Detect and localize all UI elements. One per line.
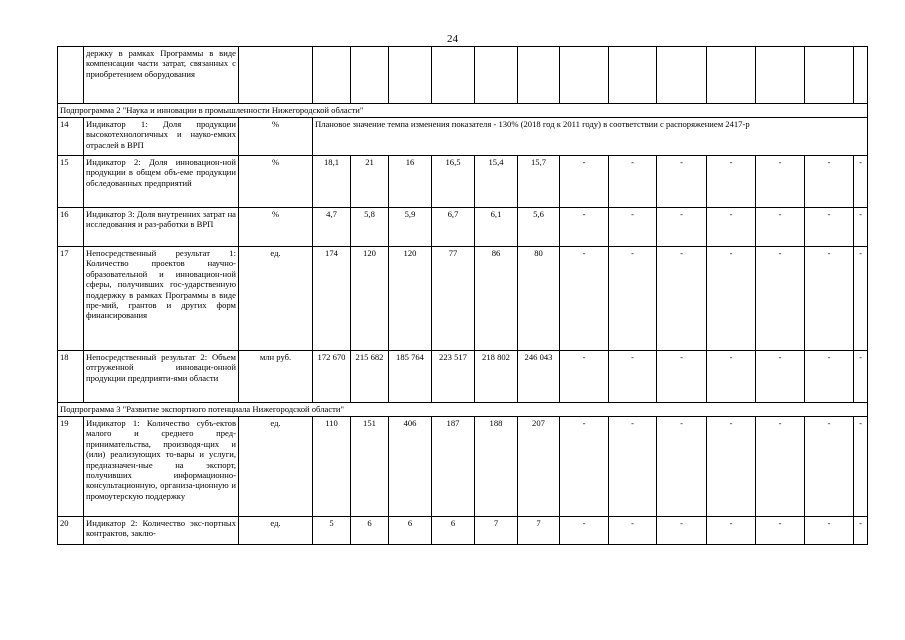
value-cell: 172 670 bbox=[313, 351, 351, 403]
value-cell bbox=[432, 47, 475, 104]
value-cell: - bbox=[707, 417, 756, 517]
unit-cell: ед. bbox=[239, 247, 313, 351]
value-cell: - bbox=[609, 417, 657, 517]
unit-cell: % bbox=[239, 156, 313, 208]
value-cell: 5,6 bbox=[518, 208, 560, 247]
value-cell: 21 bbox=[351, 156, 389, 208]
value-cell: - bbox=[854, 351, 868, 403]
value-cell: 185 764 bbox=[389, 351, 432, 403]
value-cell: 223 517 bbox=[432, 351, 475, 403]
value-cell: 246 043 bbox=[518, 351, 560, 403]
value-cell: - bbox=[657, 517, 707, 545]
unit-cell: % bbox=[239, 208, 313, 247]
value-cell: 218 802 bbox=[475, 351, 518, 403]
value-cell: 5,8 bbox=[351, 208, 389, 247]
value-cell: - bbox=[657, 156, 707, 208]
value-cell: - bbox=[805, 156, 854, 208]
table-row bbox=[58, 247, 868, 351]
value-cell bbox=[805, 47, 854, 104]
table-row bbox=[58, 47, 868, 104]
value-cell: 6,1 bbox=[475, 208, 518, 247]
value-cell: 151 bbox=[351, 417, 389, 517]
value-cell: - bbox=[609, 208, 657, 247]
value-cell: 6 bbox=[351, 517, 389, 545]
value-cell: 174 bbox=[313, 247, 351, 351]
value-cell: - bbox=[560, 247, 609, 351]
value-cell: - bbox=[707, 247, 756, 351]
value-cell: 6 bbox=[389, 517, 432, 545]
value-cell: 15,4 bbox=[475, 156, 518, 208]
value-cell: - bbox=[756, 351, 805, 403]
value-cell: 16 bbox=[389, 156, 432, 208]
value-cell: - bbox=[707, 351, 756, 403]
indicator-name: Индикатор 1: Доля продукции высокотехнологичных и науко-емких отраслей в ВРП bbox=[84, 118, 239, 156]
indicator-name: Непосредственный результат 1: Количество проектов научно-образовательной и инновацион-ной сферы, получивших гос-ударственную поддержку в рамках Программы в виде пре-мий, грантов и других форм финансирования bbox=[84, 247, 239, 351]
value-cell: 16,5 bbox=[432, 156, 475, 208]
value-cell: - bbox=[657, 417, 707, 517]
value-cell: - bbox=[805, 417, 854, 517]
value-cell: - bbox=[756, 247, 805, 351]
value-cell: 7 bbox=[518, 517, 560, 545]
value-cell: - bbox=[756, 156, 805, 208]
value-cell: - bbox=[657, 247, 707, 351]
table-row bbox=[58, 156, 868, 208]
indicator-name: Непосредственный результат 2: Объем отгруженной инноваци-онной продукции предприяти-ями области bbox=[84, 351, 239, 403]
table-row bbox=[58, 517, 868, 545]
subprogram-title: Подпрограмма 2 "Наука и инновации в промышленности Нижегородской области" bbox=[58, 104, 868, 118]
value-cell bbox=[756, 47, 805, 104]
value-cell bbox=[389, 47, 432, 104]
value-cell: - bbox=[609, 517, 657, 545]
value-cell bbox=[475, 47, 518, 104]
value-cell: - bbox=[805, 351, 854, 403]
value-cell: - bbox=[805, 208, 854, 247]
value-cell: - bbox=[805, 247, 854, 351]
row-number: 18 bbox=[58, 351, 84, 403]
value-cell: 18,1 bbox=[313, 156, 351, 208]
value-cell: - bbox=[560, 351, 609, 403]
value-cell bbox=[518, 47, 560, 104]
value-cell: 86 bbox=[475, 247, 518, 351]
table-row bbox=[58, 417, 868, 517]
unit-cell: ед. bbox=[239, 517, 313, 545]
value-cell bbox=[560, 47, 609, 104]
table-row bbox=[58, 351, 868, 403]
value-cell bbox=[313, 47, 351, 104]
subprogram-row bbox=[58, 104, 868, 118]
value-cell: 110 bbox=[313, 417, 351, 517]
row-number bbox=[58, 47, 84, 104]
value-cell bbox=[609, 47, 657, 104]
value-cell: - bbox=[609, 247, 657, 351]
row-number: 14 bbox=[58, 118, 84, 156]
indicator-name: Индикатор 3: Доля внутренних затрат на исследования и раз-работки в ВРП bbox=[84, 208, 239, 247]
value-cell: - bbox=[756, 417, 805, 517]
row-number: 17 bbox=[58, 247, 84, 351]
row-number: 15 bbox=[58, 156, 84, 208]
row-number: 16 bbox=[58, 208, 84, 247]
value-cell: 120 bbox=[351, 247, 389, 351]
value-cell: 188 bbox=[475, 417, 518, 517]
value-cell: 215 682 bbox=[351, 351, 389, 403]
value-cell: - bbox=[609, 156, 657, 208]
table-row bbox=[58, 118, 868, 156]
subprogram-row bbox=[58, 403, 868, 417]
unit-cell: млн руб. bbox=[239, 351, 313, 403]
value-cell: - bbox=[756, 517, 805, 545]
value-cell: - bbox=[707, 517, 756, 545]
unit-cell: % bbox=[239, 118, 313, 156]
subprogram-title: Подпрограмма 3 "Развитие экспортного потенциала Нижегородской области" bbox=[58, 403, 868, 417]
value-cell: - bbox=[854, 156, 868, 208]
value-cell: - bbox=[707, 156, 756, 208]
value-cell: - bbox=[707, 208, 756, 247]
value-cell: - bbox=[854, 417, 868, 517]
value-cell bbox=[657, 47, 707, 104]
value-cell: - bbox=[854, 208, 868, 247]
indicators-table bbox=[57, 46, 868, 545]
indicator-name: Индикатор 2: Доля инновацион-ной продукции в общем объ-еме продукции обследованных предприятий bbox=[84, 156, 239, 208]
plan-note: Плановое значение темпа изменения показателя - 130% (2018 год к 2011 году) в соответствии с распоряжением 2417-р bbox=[313, 118, 868, 156]
value-cell: 406 bbox=[389, 417, 432, 517]
value-cell: 77 bbox=[432, 247, 475, 351]
value-cell: 15,7 bbox=[518, 156, 560, 208]
value-cell: - bbox=[560, 517, 609, 545]
value-cell: - bbox=[657, 351, 707, 403]
value-cell: - bbox=[805, 517, 854, 545]
value-cell: - bbox=[657, 208, 707, 247]
value-cell: - bbox=[854, 247, 868, 351]
unit-cell: ед. bbox=[239, 417, 313, 517]
value-cell: - bbox=[609, 351, 657, 403]
value-cell bbox=[707, 47, 756, 104]
indicator-name: держку в рамках Программы в виде компенсации части затрат, связанных с приобретением оборудования bbox=[84, 47, 239, 104]
value-cell: - bbox=[560, 156, 609, 208]
indicator-name: Индикатор 1: Количество субъ-ектов малого и среднего пред-принимательства, производя-щих и (или) реализующих то-вары и услуги, предназначен-ные на экспорт, получивших информационно-консультационную, организа-ционную и промоутерскую поддержку bbox=[84, 417, 239, 517]
row-number: 19 bbox=[58, 417, 84, 517]
value-cell: 5 bbox=[313, 517, 351, 545]
value-cell bbox=[854, 47, 868, 104]
value-cell: - bbox=[560, 417, 609, 517]
value-cell bbox=[351, 47, 389, 104]
row-number: 20 bbox=[58, 517, 84, 545]
value-cell: 7 bbox=[475, 517, 518, 545]
table-row bbox=[58, 208, 868, 247]
value-cell: 120 bbox=[389, 247, 432, 351]
value-cell: - bbox=[756, 208, 805, 247]
value-cell: 187 bbox=[432, 417, 475, 517]
value-cell: 5,9 bbox=[389, 208, 432, 247]
value-cell: 80 bbox=[518, 247, 560, 351]
value-cell: 6,7 bbox=[432, 208, 475, 247]
value-cell: 6 bbox=[432, 517, 475, 545]
value-cell: 207 bbox=[518, 417, 560, 517]
page-number: 24 bbox=[447, 33, 458, 45]
value-cell: - bbox=[560, 208, 609, 247]
indicator-name: Индикатор 2: Количество экс-портных контрактов, заклю- bbox=[84, 517, 239, 545]
unit-cell bbox=[239, 47, 313, 104]
value-cell: 4,7 bbox=[313, 208, 351, 247]
value-cell: - bbox=[854, 517, 868, 545]
